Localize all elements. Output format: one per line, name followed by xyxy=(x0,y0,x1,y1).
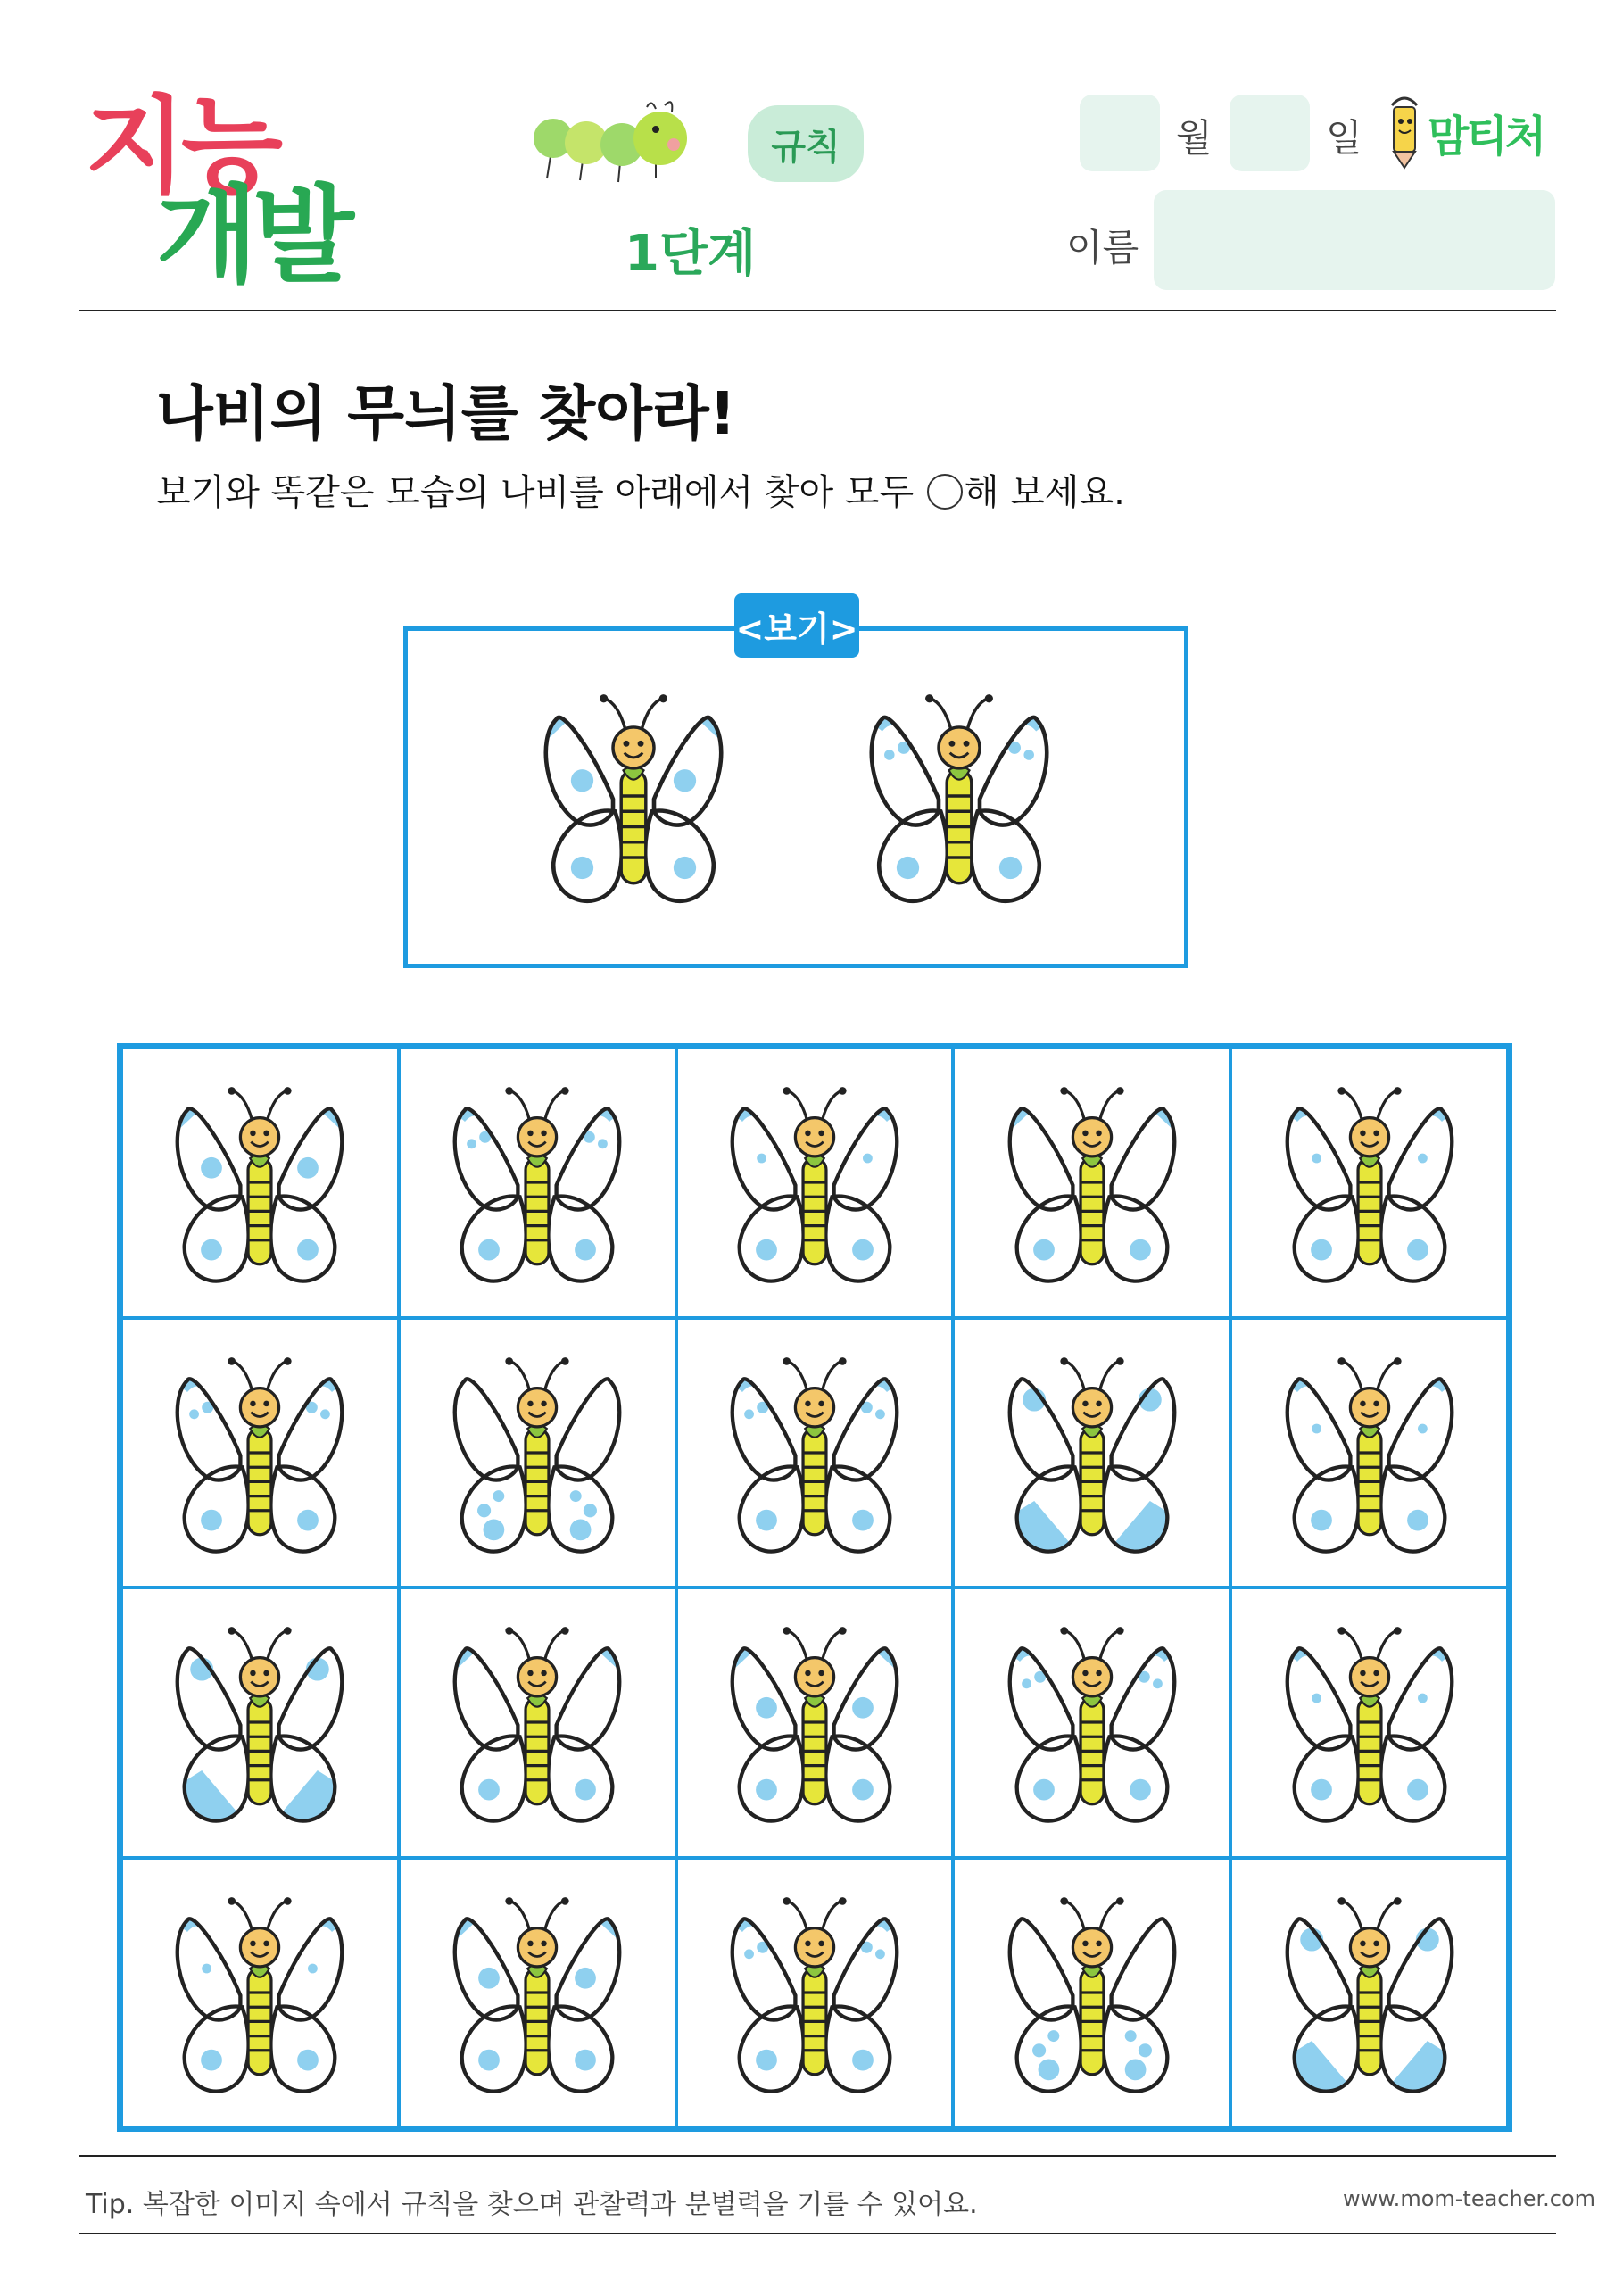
grid-cell[interactable] xyxy=(399,1858,676,2128)
butterfly-icon xyxy=(417,1332,658,1573)
grid-cell[interactable] xyxy=(399,1587,676,1858)
butterfly-icon xyxy=(694,1332,935,1573)
butterfly-icon xyxy=(972,1872,1213,2113)
circle-mark-icon xyxy=(927,474,963,510)
butterfly-icon xyxy=(417,1872,658,2113)
footer-top-divider xyxy=(79,2155,1556,2157)
grid-cell[interactable] xyxy=(1230,1318,1508,1588)
grid-cell[interactable] xyxy=(1230,1587,1508,1858)
name-input[interactable] xyxy=(1154,190,1555,290)
grid-cell[interactable] xyxy=(399,1048,676,1318)
butterfly-icon xyxy=(972,1602,1213,1843)
example-label: <보기> xyxy=(734,593,859,658)
butterfly-icon xyxy=(694,1872,935,2113)
logo-line-1: 지능 xyxy=(85,85,277,208)
day-label: 일 xyxy=(1326,116,1362,160)
month-input[interactable] xyxy=(1080,95,1160,171)
grid-cell[interactable] xyxy=(1230,1858,1508,2128)
example-butterfly xyxy=(857,667,1062,929)
level-label: 1단계 xyxy=(625,225,757,283)
butterfly-icon xyxy=(972,1062,1213,1303)
instruction-part-1: 보기와 똑같은 모습의 나비를 아래에서 찾아 모두 xyxy=(156,472,915,513)
grid-cell[interactable] xyxy=(676,1048,954,1318)
instruction-text xyxy=(156,464,1125,515)
butterfly-icon xyxy=(417,1602,658,1843)
grid-cell[interactable] xyxy=(676,1858,954,2128)
page-title: 나비의 무늬를 찾아라! xyxy=(156,379,736,448)
example-butterfly xyxy=(531,667,736,929)
brand-logo xyxy=(85,85,352,297)
grid-cell[interactable] xyxy=(121,1048,399,1318)
butterfly-icon xyxy=(1249,1332,1490,1573)
grid-cell[interactable] xyxy=(676,1587,954,1858)
instruction-part-2: 해 보세요. xyxy=(964,472,1125,513)
grid-cell[interactable] xyxy=(676,1318,954,1588)
butterfly-icon xyxy=(857,667,1062,925)
butterfly-icon xyxy=(694,1062,935,1303)
brand-text: 맘티처 xyxy=(1428,112,1544,162)
grid-cell[interactable] xyxy=(953,1858,1230,2128)
grid-cell[interactable] xyxy=(121,1858,399,2128)
footer-bottom-divider xyxy=(79,2233,1556,2234)
header-divider xyxy=(79,310,1556,311)
grid-cell[interactable] xyxy=(1230,1048,1508,1318)
butterfly-icon xyxy=(139,1602,380,1843)
grid-cell[interactable] xyxy=(953,1587,1230,1858)
logo-line-2: 개발 xyxy=(156,174,349,297)
butterfly-icon xyxy=(1249,1062,1490,1303)
butterfly-icon xyxy=(139,1872,380,2113)
website-url: www.mom-teacher.com xyxy=(1343,2186,1596,2211)
butterfly-icon xyxy=(531,667,736,925)
butterfly-grid xyxy=(117,1043,1512,2132)
month-label: 월 xyxy=(1176,116,1213,160)
butterfly-icon xyxy=(1249,1872,1490,2113)
grid-cell[interactable] xyxy=(399,1318,676,1588)
category-tag: 규칙 xyxy=(748,105,864,182)
butterfly-icon xyxy=(1249,1602,1490,1843)
butterfly-icon xyxy=(694,1602,935,1843)
butterfly-icon xyxy=(972,1332,1213,1573)
brand-mark xyxy=(1383,89,1561,170)
day-input[interactable] xyxy=(1230,95,1310,171)
grid-cell[interactable] xyxy=(121,1587,399,1858)
caterpillar-icon xyxy=(531,89,736,192)
grid-cell[interactable] xyxy=(121,1318,399,1588)
pencil-mascot-icon xyxy=(1383,89,1428,170)
tip-text: Tip. 복잡한 이미지 속에서 규칙을 찾으며 관찰력과 분별력을 기를 수 있어요. xyxy=(86,2189,978,2220)
butterfly-icon xyxy=(417,1062,658,1303)
example-box xyxy=(403,626,1188,968)
butterfly-icon xyxy=(139,1332,380,1573)
name-label: 이름 xyxy=(1066,226,1139,269)
butterfly-icon xyxy=(139,1062,380,1303)
grid-cell[interactable] xyxy=(953,1318,1230,1588)
grid-cell[interactable] xyxy=(953,1048,1230,1318)
